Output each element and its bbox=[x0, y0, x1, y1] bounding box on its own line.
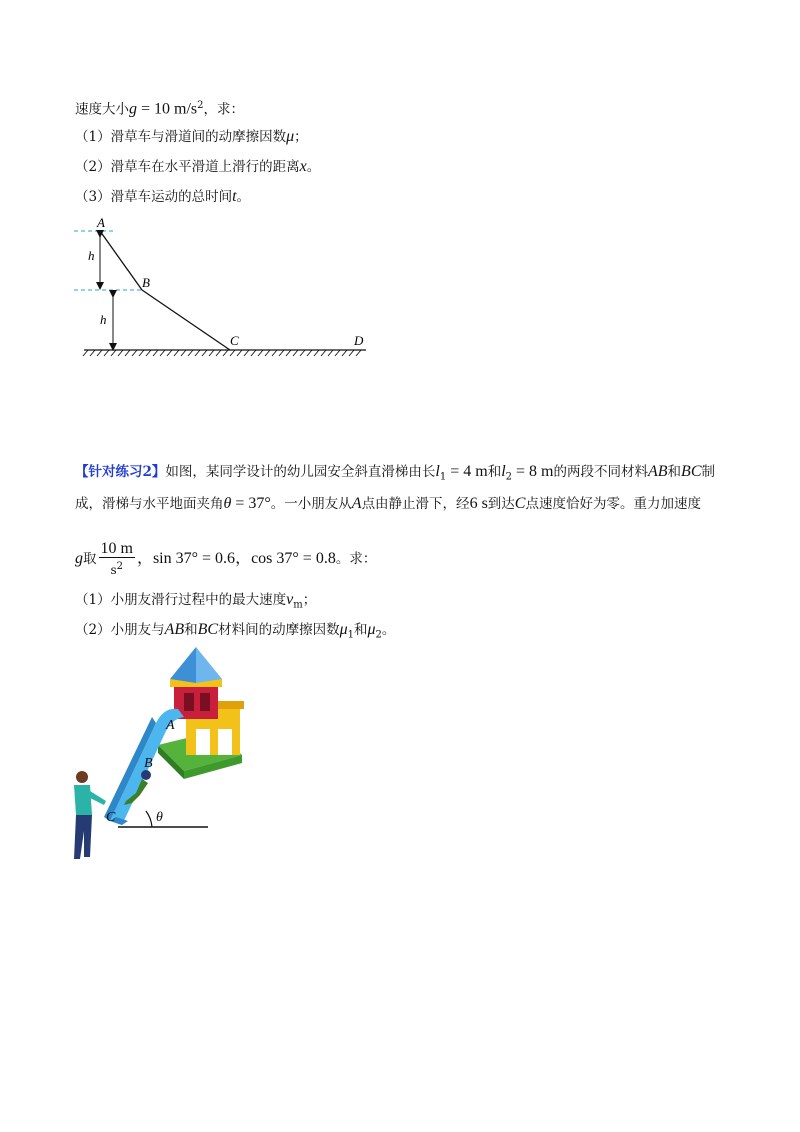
blue-roof bbox=[170, 647, 196, 683]
height-label-upper: h bbox=[88, 248, 95, 263]
exercise-tag: 【针对练习2】 bbox=[75, 464, 166, 480]
problem1-intro: 速度大小g = 10 $m/s^2$，求： bbox=[75, 100, 245, 118]
point-b-label: B bbox=[142, 275, 150, 290]
angle-theta-label: θ bbox=[156, 810, 163, 825]
problem2-line-1: 【针对练习2】如图，某同学设计的幼儿园安全斜直滑梯由长$l_1 = 4$ m和$l_2 = 8$ m的两段不同材料AB和BC制 bbox=[75, 463, 715, 483]
point-d-label: D bbox=[354, 333, 364, 348]
height-label-lower: h bbox=[100, 312, 107, 327]
adult-shirt bbox=[74, 785, 92, 815]
gravity-fraction: $\frac{10 m}{s^2}$ bbox=[100, 540, 133, 577]
slide-point-a-label: A bbox=[166, 718, 175, 733]
slope-bc bbox=[142, 290, 230, 350]
problem1-question-1: （1）滑草车与滑道间的动摩擦因数μ； bbox=[75, 128, 308, 145]
problem2-line-3: g取 $\frac{10 m}{s^2}$ ，sin 37° = 0.6，cos 37° = 0.8。求： bbox=[75, 540, 377, 577]
child-head bbox=[141, 770, 151, 780]
adult-legs bbox=[74, 815, 92, 859]
slope-ab bbox=[100, 231, 142, 290]
point-a-label: A bbox=[97, 215, 105, 230]
incline-diagram bbox=[70, 212, 380, 362]
problem2-question-1: （1）小朋友滑行过程中的最大速度$v_m$； bbox=[75, 591, 317, 611]
angle-arc bbox=[146, 811, 152, 827]
problem2-question-2: （2）小朋友与AB和BC材料间的动摩擦因数$\mu_1$和$\mu_2$。 bbox=[75, 621, 396, 641]
ground-hatching bbox=[83, 350, 361, 356]
problem2-line-2: 成，滑梯与水平地面夹角θ = 37°。一小朋友从A点由静止滑下，经6 s到达C点速度恰好为零。重力加速度 bbox=[75, 495, 701, 512]
playground-slide-illustration bbox=[66, 645, 256, 867]
problem1-question-3: （3）滑草车运动的总时间t。 bbox=[75, 188, 251, 205]
problem1-question-2: （2）滑草车在水平滑道上滑行的距离x。 bbox=[75, 158, 321, 175]
adult-head bbox=[76, 771, 88, 783]
point-c-label: C bbox=[230, 333, 239, 348]
slide-point-c-label: C bbox=[106, 810, 116, 825]
slide-point-b-label: B bbox=[144, 756, 153, 771]
